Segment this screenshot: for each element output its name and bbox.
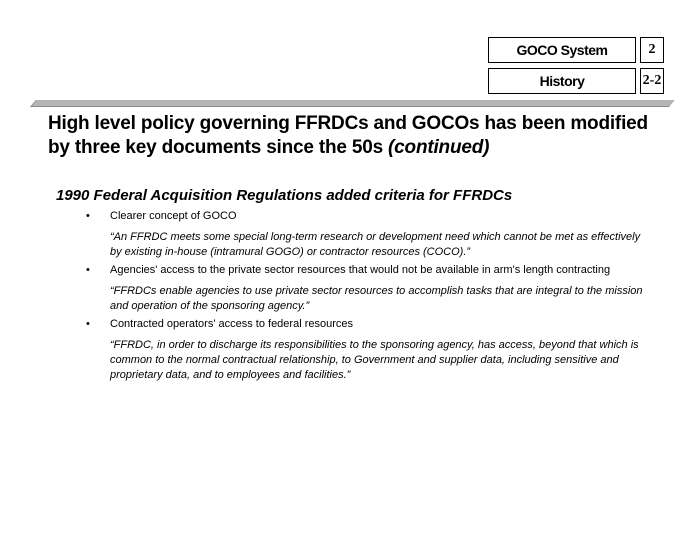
list-item [86, 209, 646, 260]
list-item-text: Contracted operators' access to federal resources [110, 318, 353, 330]
list-item [86, 263, 646, 314]
section-label: GOCO System [516, 42, 608, 58]
page-title-continued: (continued) [388, 137, 490, 158]
list-item-text: Clearer concept of GOCO [110, 210, 237, 222]
header-divider [30, 100, 675, 107]
list-item-quote: “An FFRDC meets some special long-term research or development need which cannot be met as effectively by existing in-house (intramural GOGO) or contractor resources (COCO).” [110, 231, 641, 258]
list-item-quote: “FFRDCs enable agencies to use private sector resources to accomplish tasks that are integral to the mission and operation of the sponsoring agency.” [110, 285, 643, 312]
subsection-label-box [488, 68, 636, 94]
section-number: 2 [648, 42, 656, 57]
page-number-box [640, 68, 664, 94]
list-item [86, 317, 646, 383]
page-title-main: High level policy governing FFRDCs and GOCOs has been modified by three key documents since the 50s [48, 113, 648, 158]
criteria-list [86, 209, 646, 386]
subsection-label: History [539, 73, 585, 89]
list-item-text: Agencies' access to the private sector resources that would not be available in arm's length contracting [110, 264, 611, 276]
section-label-box [488, 37, 636, 63]
bullet-mark: • [86, 264, 90, 276]
bullet-mark: • [86, 210, 90, 222]
list-item-quote: “FFRDC, in order to discharge its responsibilities to the sponsoring agency, has access, beyond that which is common to the normal contractual relationship, to Government and supplier data, including sensitive and proprietary data, and to employees and facilities.” [110, 339, 639, 381]
page-number: 2-2 [642, 73, 662, 88]
section-subheading: 1990 Federal Acquisition Regulations added criteria for FFRDCs [56, 187, 513, 204]
bullet-mark: • [86, 318, 90, 330]
section-number-box [640, 37, 664, 63]
page-title [48, 112, 668, 160]
